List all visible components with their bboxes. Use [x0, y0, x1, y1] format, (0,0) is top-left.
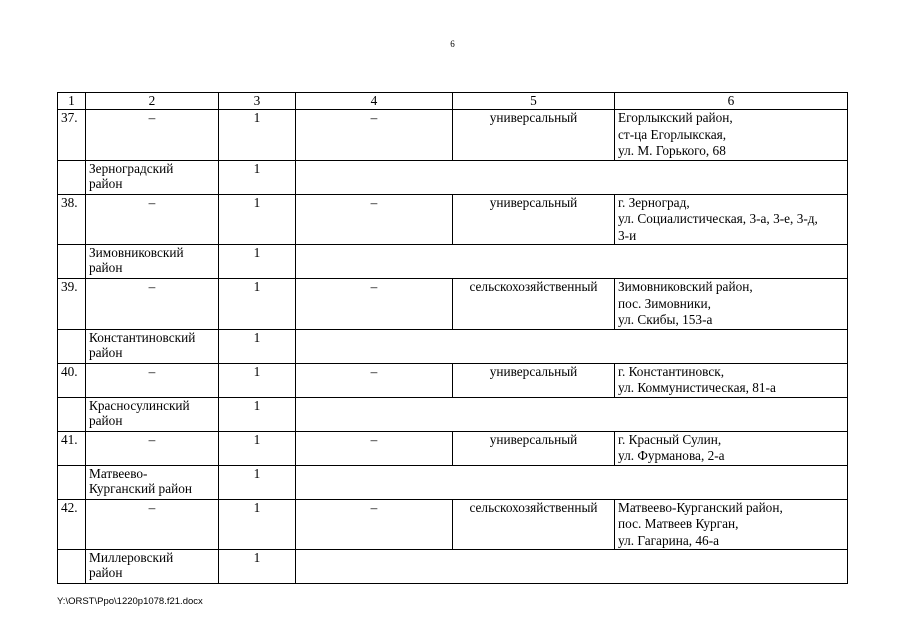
column-header: 5 — [453, 93, 615, 110]
cell-col2: – — [86, 431, 219, 465]
address-line: Зимовниковский район, — [618, 279, 753, 294]
entry-row — [58, 499, 848, 550]
cell-col4: – — [296, 194, 453, 245]
row-number: 40. — [58, 363, 86, 397]
district-name — [86, 550, 219, 584]
empty-merged-cell — [296, 329, 848, 363]
district-row — [58, 160, 848, 194]
row-number: 42. — [58, 499, 86, 550]
district-count: 1 — [219, 397, 296, 431]
cell-col2: – — [86, 499, 219, 550]
district-name — [86, 245, 219, 279]
cell-col4: – — [296, 431, 453, 465]
address-line: Егорлыкский район, — [618, 110, 733, 125]
address-cell — [615, 499, 848, 550]
market-type: универсальный — [453, 110, 615, 161]
district-count: 1 — [219, 329, 296, 363]
address-cell — [615, 110, 848, 161]
empty-cell — [58, 245, 86, 279]
market-type: универсальный — [453, 431, 615, 465]
address-line: ул. Гагарина, 46-а — [618, 532, 720, 548]
cell-col3: 1 — [219, 194, 296, 245]
column-header: 1 — [58, 93, 86, 110]
district-row — [58, 245, 848, 279]
district-name-line: Зерноградский — [89, 160, 174, 176]
district-count: 1 — [219, 160, 296, 194]
table-header-row — [58, 93, 848, 110]
cell-col2: – — [86, 194, 219, 245]
cell-col4: – — [296, 110, 453, 161]
cell-col3: 1 — [219, 279, 296, 330]
cell-col2: – — [86, 363, 219, 397]
address-line: ст-ца Егорлыкская, — [618, 126, 727, 142]
entry-row — [58, 363, 848, 397]
address-line: 3-и — [618, 227, 637, 243]
address-line: г. Константиновск, — [618, 363, 725, 379]
empty-merged-cell — [296, 397, 848, 431]
row-number: 37. — [58, 110, 86, 161]
district-name-line: Константиновский — [89, 329, 196, 345]
market-type: сельскохозяйственный — [453, 279, 615, 330]
address-line: ул. Социалистическая, 3-а, 3-е, 3-д, — [618, 211, 818, 226]
district-count: 1 — [219, 465, 296, 499]
cell-col3: 1 — [219, 363, 296, 397]
entry-row — [58, 431, 848, 465]
district-name-line: Миллеровский — [89, 550, 174, 565]
address-line: г. Красный Сулин, — [618, 431, 722, 447]
district-name-line: район — [89, 260, 123, 275]
cell-col3: 1 — [219, 431, 296, 465]
page-number: 6 — [450, 39, 455, 49]
district-name-line: Курганский район — [89, 480, 192, 496]
district-name-line: Красносулинский — [89, 397, 190, 413]
district-name — [86, 329, 219, 363]
row-number: 41. — [58, 431, 86, 465]
district-row — [58, 465, 848, 499]
cell-col4: – — [296, 279, 453, 330]
district-name — [86, 160, 219, 194]
address-cell — [615, 194, 848, 245]
address-line: ул. М. Горького, 68 — [618, 143, 726, 158]
empty-merged-cell — [296, 465, 848, 499]
cell-col2: – — [86, 110, 219, 161]
market-type: сельскохозяйственный — [453, 499, 615, 550]
district-name-line: Зимовниковский — [89, 245, 184, 260]
district-name-line: район — [89, 175, 123, 191]
cell-col4: – — [296, 499, 453, 550]
district-count: 1 — [219, 550, 296, 584]
row-number: 38. — [58, 194, 86, 245]
empty-cell — [58, 329, 86, 363]
district-name-line: Матвеево- — [89, 465, 148, 481]
empty-merged-cell — [296, 160, 848, 194]
entry-row — [58, 194, 848, 245]
empty-cell — [58, 465, 86, 499]
district-row — [58, 329, 848, 363]
district-name — [86, 465, 219, 499]
column-header: 2 — [86, 93, 219, 110]
entry-row — [58, 110, 848, 161]
file-path-footer: Y:\ORST\Ppo\1220p1078.f21.docx — [57, 596, 203, 607]
market-type: универсальный — [453, 363, 615, 397]
address-cell — [615, 431, 848, 465]
empty-cell — [58, 397, 86, 431]
district-count: 1 — [219, 245, 296, 279]
address-cell — [615, 363, 848, 397]
empty-merged-cell — [296, 550, 848, 584]
district-name — [86, 397, 219, 431]
market-type: универсальный — [453, 194, 615, 245]
cell-col2: – — [86, 279, 219, 330]
empty-cell — [58, 550, 86, 584]
cell-col3: 1 — [219, 110, 296, 161]
district-name-line: район — [89, 565, 123, 580]
cell-col3: 1 — [219, 499, 296, 550]
address-line: ул. Коммунистическая, 81-а — [618, 380, 776, 395]
district-row — [58, 397, 848, 431]
address-line: ул. Скибы, 153-а — [618, 312, 713, 327]
address-line: пос. Матвеев Курган, — [618, 516, 739, 531]
cell-col4: – — [296, 363, 453, 397]
address-cell — [615, 279, 848, 330]
column-header: 6 — [615, 93, 848, 110]
district-row — [58, 550, 848, 584]
row-number: 39. — [58, 279, 86, 330]
column-header: 4 — [296, 93, 453, 110]
column-header: 3 — [219, 93, 296, 110]
entry-row — [58, 279, 848, 330]
district-name-line: район — [89, 412, 123, 428]
address-line: пос. Зимовники, — [618, 295, 711, 311]
district-name-line: район — [89, 344, 123, 360]
empty-cell — [58, 160, 86, 194]
address-line: г. Зерноград, — [618, 194, 690, 210]
address-line: Матвеево-Курганский район, — [618, 499, 783, 515]
document-table — [57, 92, 848, 584]
address-line: ул. Фурманова, 2-а — [618, 448, 725, 463]
empty-merged-cell — [296, 245, 848, 279]
